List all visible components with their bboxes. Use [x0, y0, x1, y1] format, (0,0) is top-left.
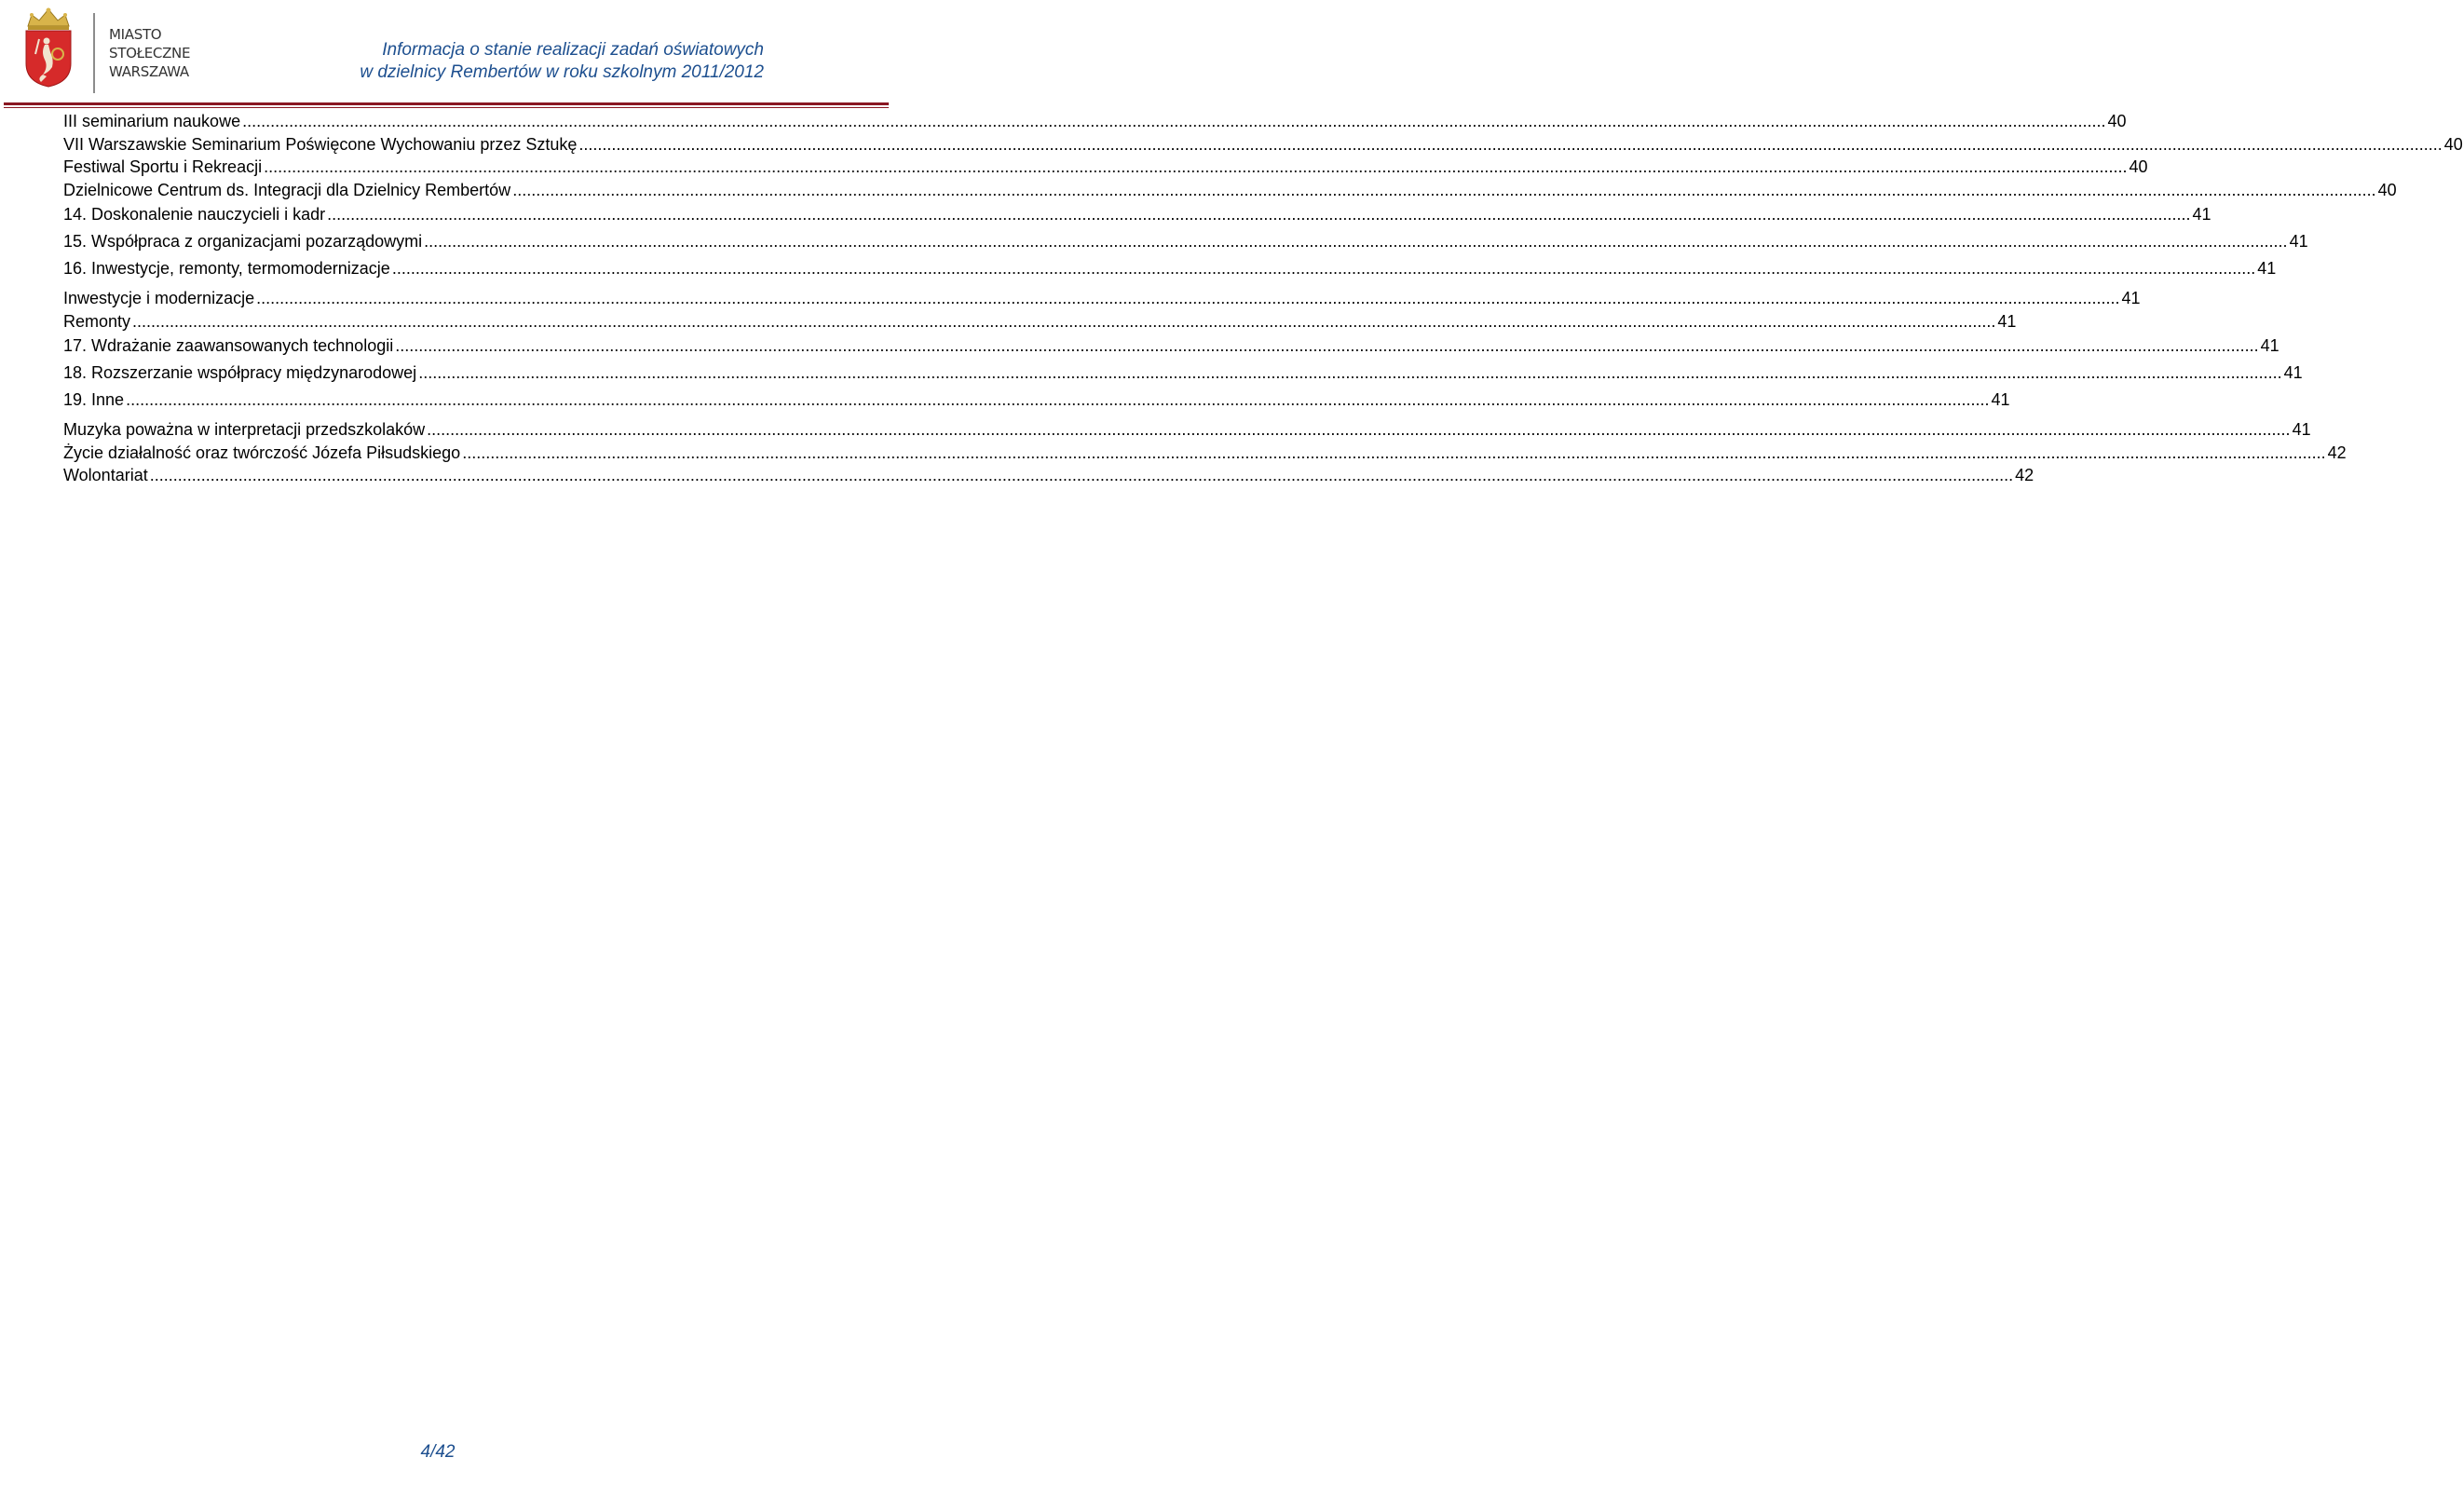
- logo-line-3: WARSZAWA: [109, 63, 189, 80]
- toc-dot-leader: ................................................................................................................................................................................................................................................................................................................................................................................................................: [264, 157, 2128, 176]
- toc-dot-leader: ................................................................................................................................................................................................................................................................................................................................................................................................................: [242, 112, 2106, 130]
- toc-entry[interactable]: [63, 228, 2308, 255]
- toc-entry[interactable]: [63, 418, 2311, 442]
- toc-dot-leader: ................................................................................................................................................................................................................................................................................................................................................................................................................: [512, 180, 2376, 199]
- page-header: [0, 0, 894, 112]
- toc-dot-leader: ................................................................................................................................................................................................................................................................................................................................................................................................................: [256, 289, 2120, 307]
- toc-entry-label[interactable]: Wolontariat: [63, 466, 148, 484]
- header-rule-thick: [4, 102, 889, 105]
- toc-entry-page[interactable]: 41: [2289, 232, 2308, 251]
- toc-entry-label[interactable]: 15. Współpraca z organizacjami pozarządowymi: [63, 232, 423, 251]
- logo-line-2: STOŁECZNE: [109, 45, 191, 61]
- toc-entry[interactable]: [63, 310, 2017, 334]
- logo-line-1: MIASTO: [109, 26, 162, 43]
- toc-entry-label[interactable]: Festiwal Sportu i Rekreacji: [63, 157, 263, 176]
- toc-dot-leader: ................................................................................................................................................................................................................................................................................................................................................................................................................: [395, 336, 2259, 355]
- toc-dot-leader: ................................................................................................................................................................................................................................................................................................................................................................................................................: [427, 420, 2291, 439]
- toc-entry-page[interactable]: 40: [2377, 180, 2397, 199]
- toc-dot-leader: ................................................................................................................................................................................................................................................................................................................................................................................................................: [462, 443, 2326, 462]
- toc-dot-leader: ................................................................................................................................................................................................................................................................................................................................................................................................................: [149, 466, 2014, 484]
- toc-entry-page[interactable]: 41: [2257, 259, 2277, 278]
- toc-entry-page[interactable]: 41: [2283, 363, 2303, 382]
- toc-entry-label[interactable]: 16. Inwestycje, remonty, termomodernizacje: [63, 259, 390, 278]
- toc-entry[interactable]: [63, 333, 2279, 360]
- toc-entry-label[interactable]: Życie działalność oraz twórczość Józefa Piłsudskiego: [63, 443, 461, 462]
- document-title: [360, 39, 764, 84]
- toc-entry-label[interactable]: Remonty: [63, 311, 131, 331]
- toc-entry-page[interactable]: 40: [2129, 157, 2148, 176]
- toc-entry[interactable]: [63, 179, 2397, 202]
- toc-entry-page[interactable]: 42: [2327, 443, 2347, 462]
- table-of-contents: [63, 110, 2463, 487]
- warsaw-coat-of-arms-icon: [20, 6, 76, 88]
- toc-entry-label[interactable]: 14. Doskonalenie nauczycieli i kadr: [63, 205, 326, 224]
- toc-entry-page[interactable]: 40: [2107, 112, 2127, 130]
- toc-entry[interactable]: [63, 110, 2127, 133]
- toc-dot-leader: ................................................................................................................................................................................................................................................................................................................................................................................................................: [391, 259, 2256, 278]
- toc-entry-label[interactable]: Dzielnicowe Centrum ds. Integracji dla Dzielnicy Rembertów: [63, 180, 511, 199]
- toc-entry[interactable]: [63, 464, 2034, 487]
- toc-entry[interactable]: [63, 255, 2277, 282]
- toc-dot-leader: ................................................................................................................................................................................................................................................................................................................................................................................................................: [418, 363, 2282, 382]
- toc-entry-page[interactable]: 41: [1991, 390, 2010, 409]
- toc-dot-leader: ................................................................................................................................................................................................................................................................................................................................................................................................................: [578, 134, 2443, 154]
- toc-dot-leader: ................................................................................................................................................................................................................................................................................................................................................................................................................: [132, 311, 1996, 331]
- header-rule-thin: [4, 107, 889, 108]
- toc-entry-label[interactable]: Inwestycje i modernizacje: [63, 289, 255, 307]
- toc-entry-page[interactable]: 41: [2121, 289, 2141, 307]
- toc-entry-page[interactable]: 41: [2292, 420, 2311, 439]
- toc-entry-page[interactable]: 41: [1997, 311, 2017, 331]
- toc-dot-leader: ................................................................................................................................................................................................................................................................................................................................................................................................................: [424, 232, 2288, 251]
- toc-entry-label[interactable]: 18. Rozszerzanie współpracy międzynarodowej: [63, 363, 417, 382]
- toc-entry-label[interactable]: III seminarium naukowe: [63, 112, 241, 130]
- city-logo-text: [109, 25, 190, 81]
- toc-entry[interactable]: [63, 156, 2148, 179]
- toc-dot-leader: ................................................................................................................................................................................................................................................................................................................................................................................................................: [126, 390, 1990, 409]
- document-title-line-1: Informacja o stanie realizacji zadań oświatowych: [382, 40, 764, 60]
- toc-entry-label[interactable]: VII Warszawskie Seminarium Poświęcone Wychowaniu przez Sztukę: [63, 134, 578, 154]
- toc-entry-page[interactable]: 41: [2192, 205, 2211, 224]
- toc-entry-label[interactable]: 19. Inne: [63, 390, 125, 409]
- toc-entry[interactable]: [63, 387, 2010, 414]
- toc-entry[interactable]: [63, 133, 2463, 157]
- toc-entry[interactable]: [63, 360, 2303, 387]
- toc-entry-page[interactable]: 42: [2015, 466, 2034, 484]
- toc-entry-page[interactable]: 41: [2260, 336, 2279, 355]
- toc-entry-label[interactable]: 17. Wdrażanie zaawansowanych technologii: [63, 336, 394, 355]
- document-title-line-2: w dzielnicy Rembertów w roku szkolnym 2011/2012: [360, 62, 764, 82]
- toc-entry-page[interactable]: 40: [2443, 134, 2463, 154]
- toc-entry[interactable]: [63, 201, 2211, 228]
- toc-entry[interactable]: [63, 287, 2141, 310]
- page-number: 4/42: [420, 1442, 456, 1462]
- toc-dot-leader: ................................................................................................................................................................................................................................................................................................................................................................................................................: [327, 205, 2191, 224]
- toc-entry-label[interactable]: Muzyka poważna w interpretacji przedszkolaków: [63, 420, 426, 439]
- toc-entry[interactable]: [63, 442, 2347, 465]
- logo-divider: [93, 13, 95, 93]
